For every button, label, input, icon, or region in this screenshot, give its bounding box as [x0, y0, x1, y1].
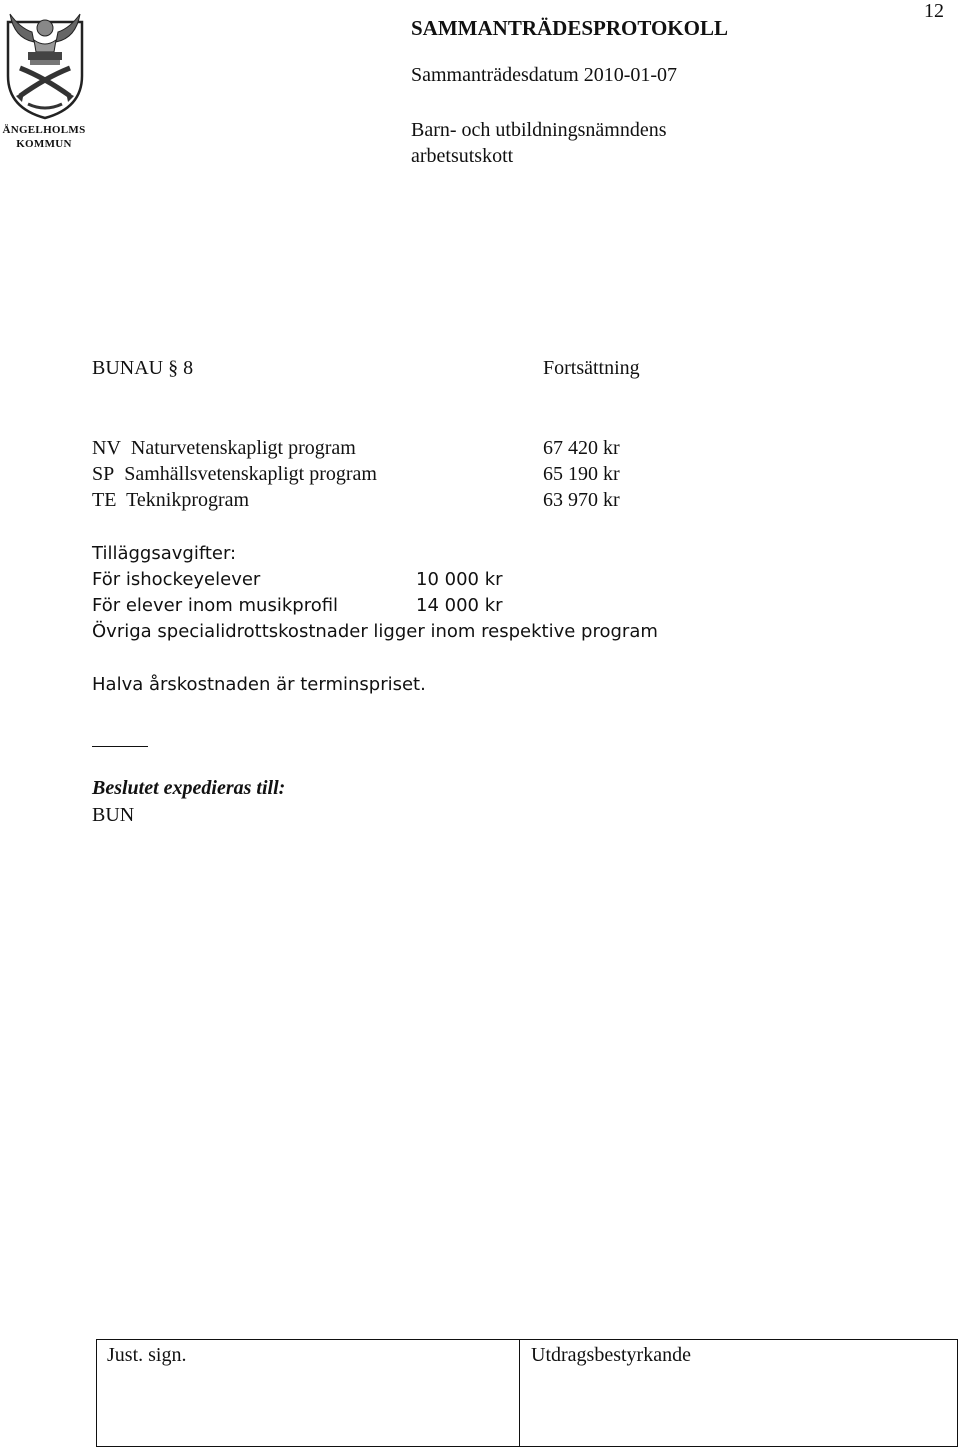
extract-certification-label: Utdragsbestyrkande: [531, 1344, 691, 1366]
surcharge-label: För ishockeyelever: [92, 569, 261, 590]
program-row: [92, 463, 377, 486]
surcharges-note: Övriga specialidrottskostnader ligger inom respektive program: [92, 621, 658, 642]
distribution-recipient: BUN: [92, 804, 135, 826]
section-number: 8: [183, 357, 194, 379]
section-symbol: §: [168, 357, 179, 379]
logo-text-line2: KOMMUN: [16, 138, 72, 150]
logo-text-line1: ÄNGELHOLMS: [2, 124, 86, 136]
surcharge-amount: 10 000 kr: [416, 569, 503, 590]
program-code: TE: [92, 489, 117, 511]
program-name: Naturvetenskapligt program: [130, 437, 356, 459]
coat-of-arms-icon: [0, 4, 90, 122]
program-amount: 63 970 kr: [543, 489, 620, 511]
program-name: Samhällsvetenskapligt program: [124, 463, 377, 485]
half-year-note: Halva årskostnaden är terminspriset.: [92, 674, 426, 695]
program-row: [92, 437, 356, 460]
surcharge-label: För elever inom musikprofil: [92, 595, 339, 616]
program-amount: 65 190 kr: [543, 463, 620, 485]
signature-box: [96, 1339, 958, 1447]
section-id: [92, 357, 193, 380]
program-code: NV: [92, 437, 121, 459]
program-name: Teknikprogram: [126, 489, 250, 511]
committee-line-1: Barn- och utbildningsnämndens: [411, 119, 667, 141]
separator-line: [92, 746, 148, 747]
distribution-heading: Beslutet expedieras till:: [92, 777, 286, 799]
program-amount: 67 420 kr: [543, 437, 620, 459]
document-title: SAMMANTRÄDESPROTOKOLL: [411, 16, 728, 40]
section-continuation: Fortsättning: [543, 357, 640, 379]
committee-line-2: arbetsutskott: [411, 145, 514, 167]
meeting-date: Sammanträdesdatum 2010-01-07: [411, 64, 678, 86]
page-number: 12: [924, 0, 944, 22]
just-sign-label: Just. sign.: [107, 1344, 187, 1366]
section-code: BUNAU: [92, 357, 164, 379]
signature-divider: [519, 1340, 520, 1446]
committee-name: [411, 117, 667, 169]
program-row: [92, 489, 249, 512]
surcharge-amount: 14 000 kr: [416, 595, 503, 616]
program-code: SP: [92, 463, 115, 485]
surcharges-heading: Tilläggsavgifter:: [92, 543, 237, 564]
municipality-logo: [0, 4, 90, 154]
